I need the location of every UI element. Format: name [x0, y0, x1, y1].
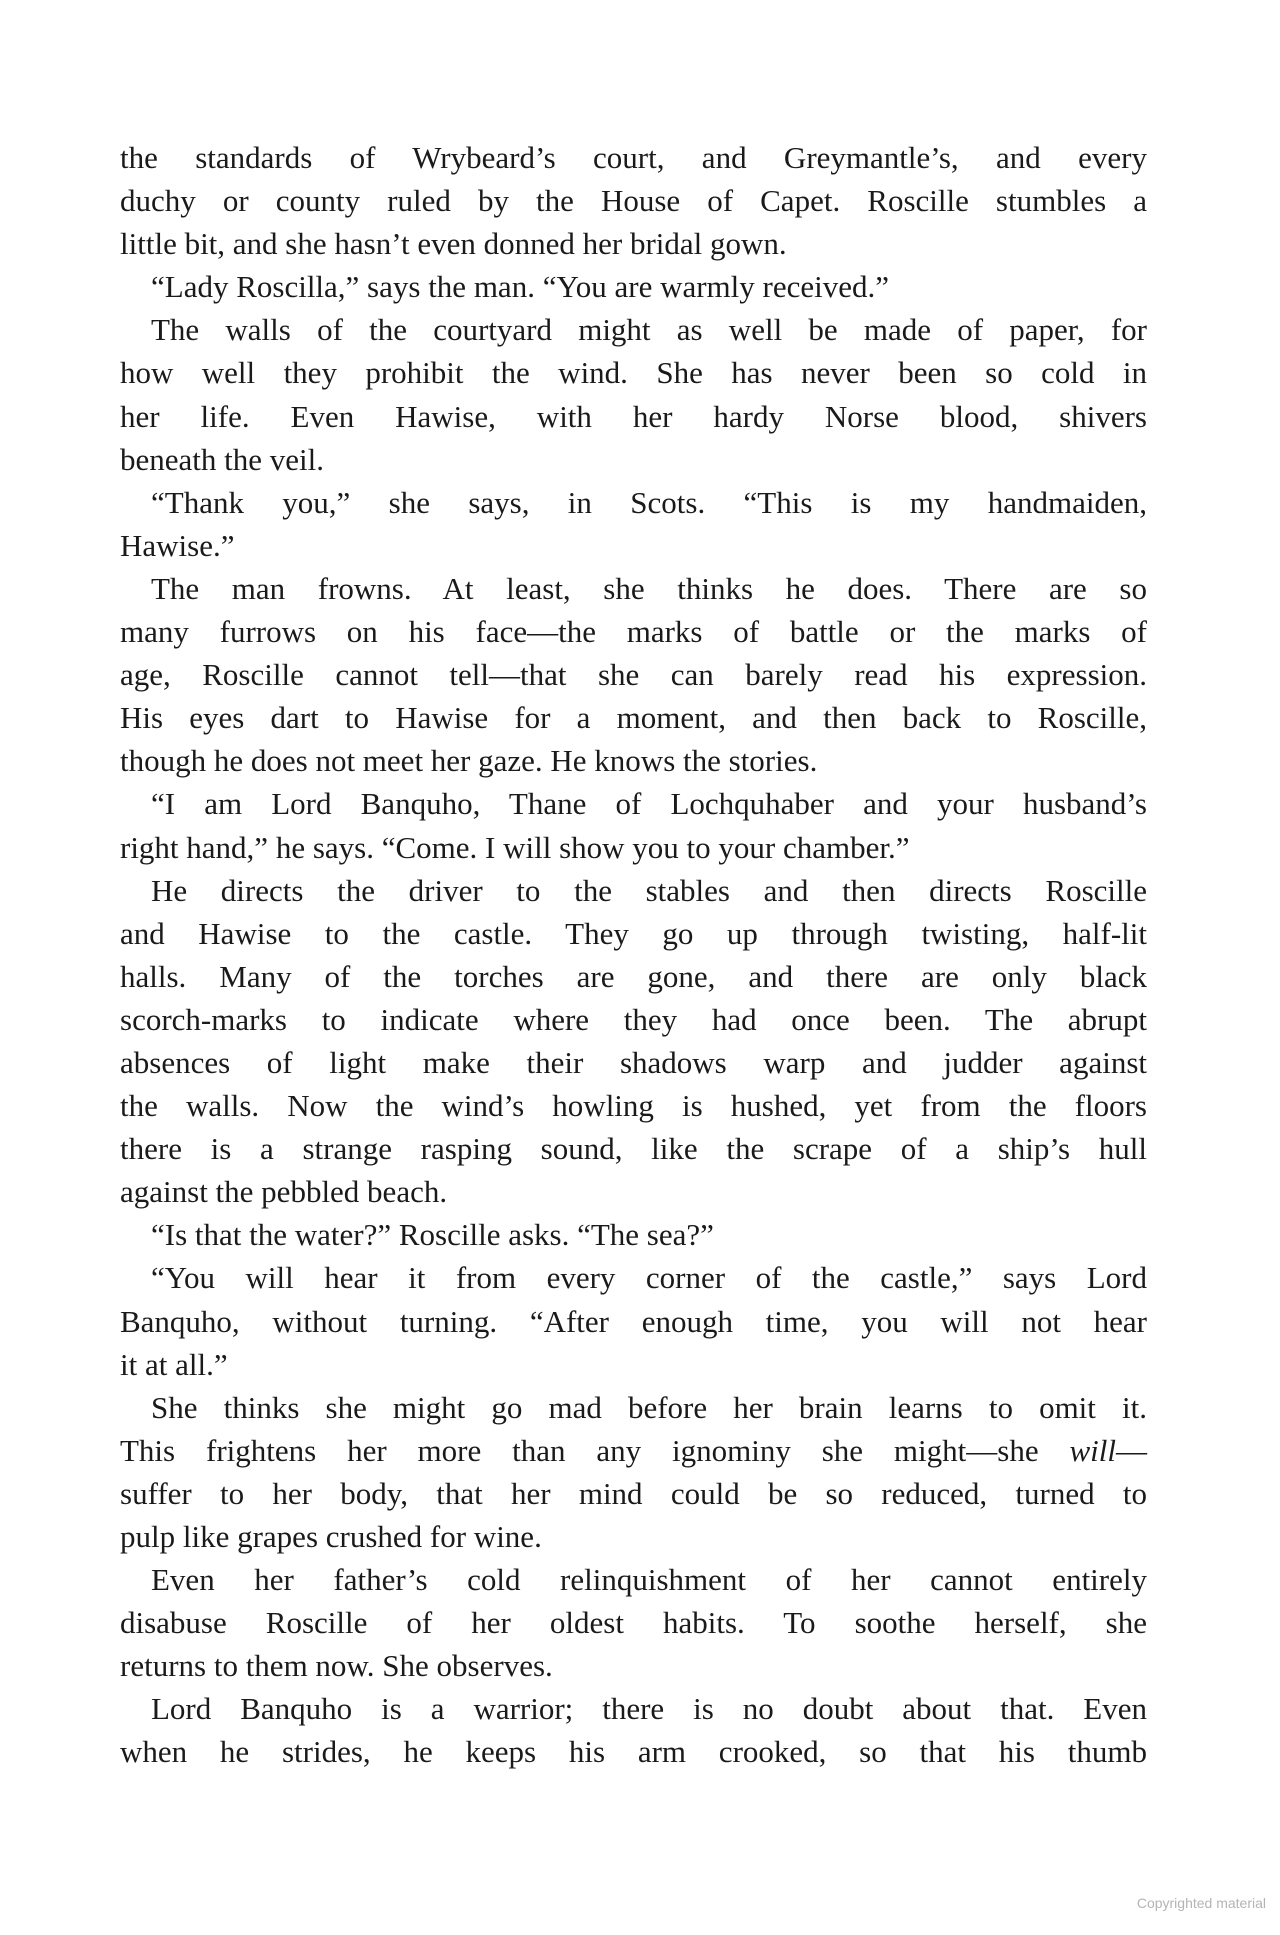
text-line — [120, 481, 1147, 524]
text-line-content: the walls. Now the wind’s howling is hushed, yet from the floors — [120, 1088, 1147, 1124]
text-line — [120, 1601, 1147, 1644]
text-line-content: her life. Even Hawise, with her hardy Norse blood, shivers — [120, 398, 1147, 434]
text-line-content: there is a strange rasping sound, like the scrape of a ship’s hull — [120, 1131, 1147, 1167]
text-line — [120, 1256, 1147, 1299]
text-line — [120, 955, 1147, 998]
text-line — [120, 222, 1147, 265]
text-line — [120, 438, 1147, 481]
text-line — [120, 1343, 1147, 1386]
text-line — [120, 524, 1147, 567]
text-line — [120, 351, 1147, 394]
text-line — [120, 653, 1147, 696]
text-line — [120, 869, 1147, 912]
text-line-content: when he strides, he keeps his arm crooked, so that his thumb — [120, 1734, 1147, 1770]
text-line-content: “Is that the water?” Roscille asks. “The sea?” — [151, 1217, 714, 1253]
text-line-content: She thinks she might go mad before her brain learns to omit it. — [151, 1389, 1147, 1425]
emphasized-word: will — [1069, 1432, 1116, 1468]
text-line — [120, 998, 1147, 1041]
text-line — [120, 696, 1147, 739]
text-line-content: pulp like grapes crushed for wine. — [120, 1519, 542, 1554]
text-line — [120, 1687, 1147, 1730]
text-line — [120, 179, 1147, 222]
text-line — [120, 1300, 1147, 1343]
text-line — [120, 265, 1147, 308]
text-line-content: Banquho, without turning. “After enough time, you will not hear — [120, 1303, 1147, 1339]
text-line-content: right hand,” he says. “Come. I will show you to your chamber.” — [120, 829, 910, 865]
text-line — [120, 1515, 1147, 1558]
text-line — [120, 1730, 1147, 1773]
text-line — [120, 912, 1147, 955]
text-line — [120, 395, 1147, 438]
text-line — [120, 826, 1147, 869]
text-line-content: age, Roscille cannot tell—that she can barely read his expression. — [120, 657, 1147, 693]
text-line-content: suffer to her body, that her mind could be so reduced, turned to — [120, 1475, 1147, 1511]
text-line-content: “You will hear it from every corner of the castle,” says Lord — [151, 1260, 1147, 1296]
text-line — [120, 782, 1147, 825]
text-line-content: The walls of the courtyard might as well be made of paper, for — [151, 312, 1147, 348]
text-line — [120, 1644, 1147, 1687]
text-line-content: “Thank you,” she says, in Scots. “This is my handmaiden, — [151, 484, 1147, 520]
text-line-content: little bit, and she hasn’t even donned her bridal gown. — [120, 226, 787, 262]
text-line-content: the standards of Wrybeard’s court, and Greymantle’s, and every — [120, 140, 1147, 175]
text-line-content: Even her father’s cold relinquishment of her cannot entirely — [151, 1562, 1147, 1598]
text-line-content: returns to them now. She observes. — [120, 1648, 553, 1684]
text-line-content: “Lady Roscilla,” says the man. “You are warmly received.” — [151, 269, 890, 305]
text-line — [120, 567, 1147, 610]
text-line — [120, 1429, 1147, 1472]
text-line-content: This frightens her more than any ignominy she might—she — [120, 1432, 1070, 1468]
text-line-content: many furrows on his face—the marks of battle or the marks of — [120, 614, 1147, 650]
copyright-watermark: Copyrighted material — [1136, 1895, 1266, 1911]
text-line-content: beneath the veil. — [120, 441, 324, 477]
text-line — [120, 1041, 1147, 1084]
text-line — [120, 1472, 1147, 1515]
text-line — [120, 1558, 1147, 1601]
text-line-content: though he does not meet her gaze. He knows the stories. — [120, 743, 818, 779]
text-line — [120, 1170, 1147, 1213]
text-line-content: The man frowns. At least, she thinks he does. There are so — [151, 570, 1147, 606]
text-line — [120, 136, 1147, 179]
text-line-content: it at all.” — [120, 1346, 228, 1382]
text-line-content: Lord Banquho is a warrior; there is no doubt about that. Even — [151, 1691, 1147, 1727]
text-line-content: and Hawise to the castle. They go up through twisting, half-lit — [120, 915, 1147, 951]
text-line-content: scorch-marks to indicate where they had once been. The abrupt — [120, 1001, 1147, 1037]
text-line-content: His eyes dart to Hawise for a moment, and then back to Roscille, — [120, 700, 1147, 736]
text-line-suffix: — — [1116, 1432, 1147, 1468]
text-line-content: He directs the driver to the stables and then directs Roscille — [151, 872, 1147, 908]
text-line-content: how well they prohibit the wind. She has never been so cold in — [120, 355, 1147, 391]
text-line-content: “I am Lord Banquho, Thane of Lochquhaber and your husband’s — [151, 786, 1147, 822]
text-line-content: against the pebbled beach. — [120, 1174, 448, 1210]
text-line — [120, 308, 1147, 351]
text-line-content: Hawise.” — [120, 527, 235, 563]
text-line-content: disabuse Roscille of her oldest habits. To soothe herself, she — [120, 1605, 1147, 1641]
book-page-body — [120, 136, 1147, 1774]
text-line-content: halls. Many of the torches are gone, and there are only black — [120, 958, 1147, 994]
text-line — [120, 739, 1147, 782]
text-line — [120, 1213, 1147, 1256]
text-line — [120, 1084, 1147, 1127]
text-line-content: duchy or county ruled by the House of Capet. Roscille stumbles a — [120, 183, 1147, 219]
text-line-content: absences of light make their shadows warp and judder against — [120, 1044, 1147, 1080]
text-line — [120, 1127, 1147, 1170]
text-line — [120, 1386, 1147, 1429]
text-line — [120, 610, 1147, 653]
